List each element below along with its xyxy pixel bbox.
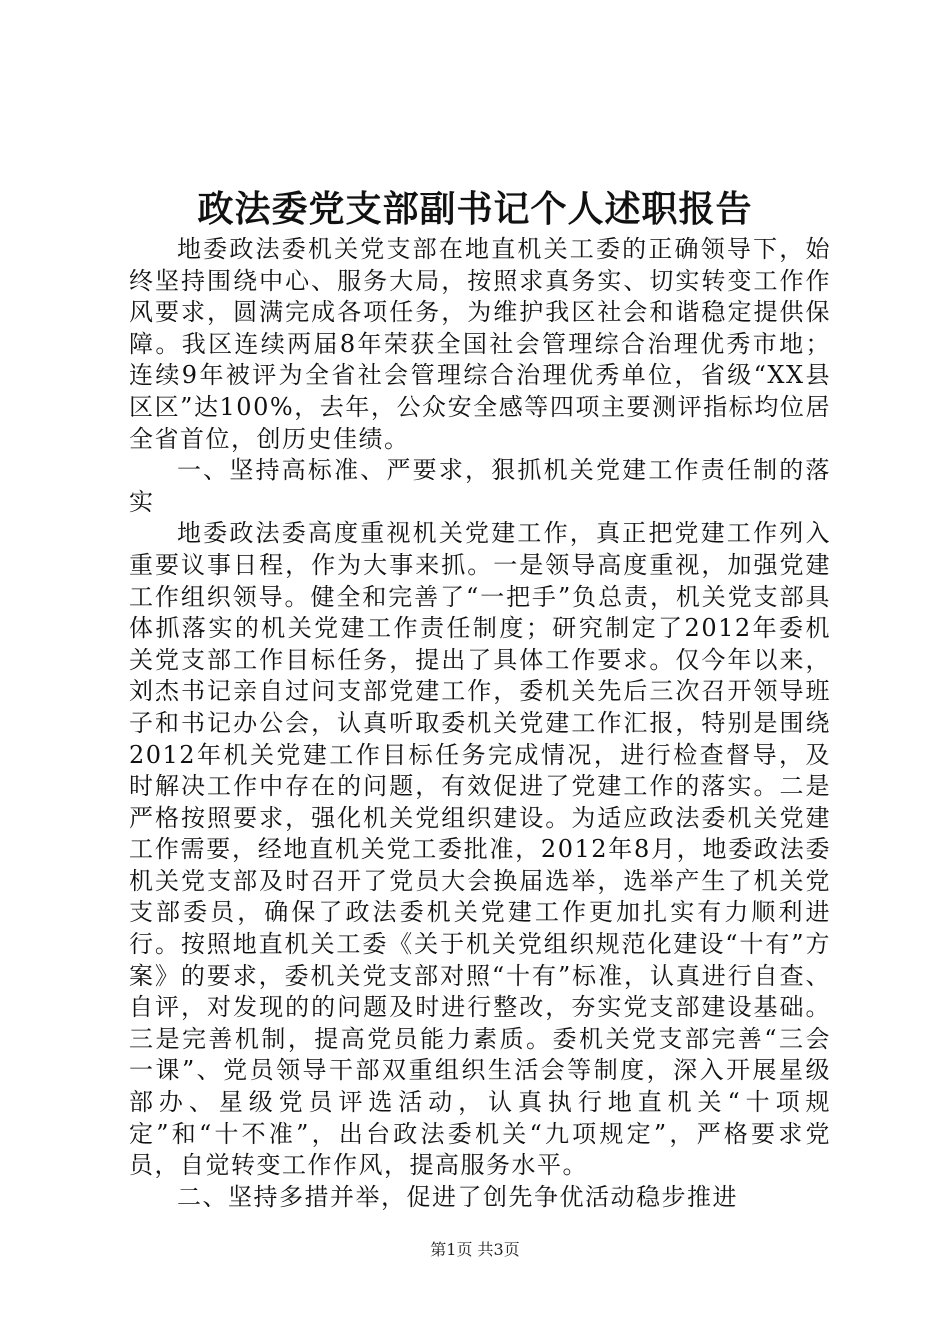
section-heading-1: 一、坚持高标准、严要求，狠抓机关党建工作责任制的落实 [129,456,831,516]
paragraph-intro: 地委政法委机关党支部在地直机关工委的正确领导下，始终坚持围绕中心、服务大局，按照求真务实、切实转变工作作风要求，圆满完成各项任务，为维护我区社会和谐稳定提供保障。我区连续两届8年荣获全国社会管理综合治理优秀市地；连续9年被评为全省社会管理综合治理优秀单位，省级“XX县区区”达100%，去年，公众安全感等四项主要测评指标均位居全省首位，创历史佳绩。 [129,235,831,453]
paragraph-section-1: 地委政法委高度重视机关党建工作，真正把党建工作列入重要议事日程，作为大事来抓。一是领导高度重视，加强党建工作组织领导。健全和完善了“一把手”负总责，机关党支部具体抓落实的机关党建工作责任制度；研究制定了2012年委机关党支部工作目标任务，提出了具体工作要求。仅今年以来，刘杰书记亲自过问支部党建工作，委机关先后三次召开领导班子和书记办公会，认真听取委机关党建工作汇报，特别是围绕2012年机关党建工作目标任务完成情况，进行检查督导，及时解决工作中存在的问题，有效促进了党建工作的落实。二是严格按照要求，强化机关党组织建设。为适应政法委机关党建工作需要，经地直机关党工委批准，2012年8月，地委政法委机关党支部及时召开了党员大会换届选举，选举产生了机关党支部委员，确保了政法委机关党建工作更加扎实有力顺利进行。按照地直机关工委《关于机关党组织规范化建设“十有”方案》的要求，委机关党支部对照“十有”标准，认真进行自查、自评，对发现的的问题及时进行整改，夯实党支部建设基础。三是完善机制，提高党员能力素质。委机关党支部完善“三会一课”、党员领导干部双重组织生活会等制度，深入开展星级部办、星级党员评选活动，认真执行地直机关“十项规定”和“十不准”，出台政法委机关“九项规定”，严格要求党员，自觉转变工作作风，提高服务水平。 [129,519,831,1180]
page-footer: 第1页 共3页 [430,1240,520,1259]
section-heading-2: 二、坚持多措并举，促进了创先争优活动稳步推进 [177,1182,738,1211]
document-title: 政法委党支部副书记个人述职报告 [197,188,753,230]
document-body [129,234,831,1213]
